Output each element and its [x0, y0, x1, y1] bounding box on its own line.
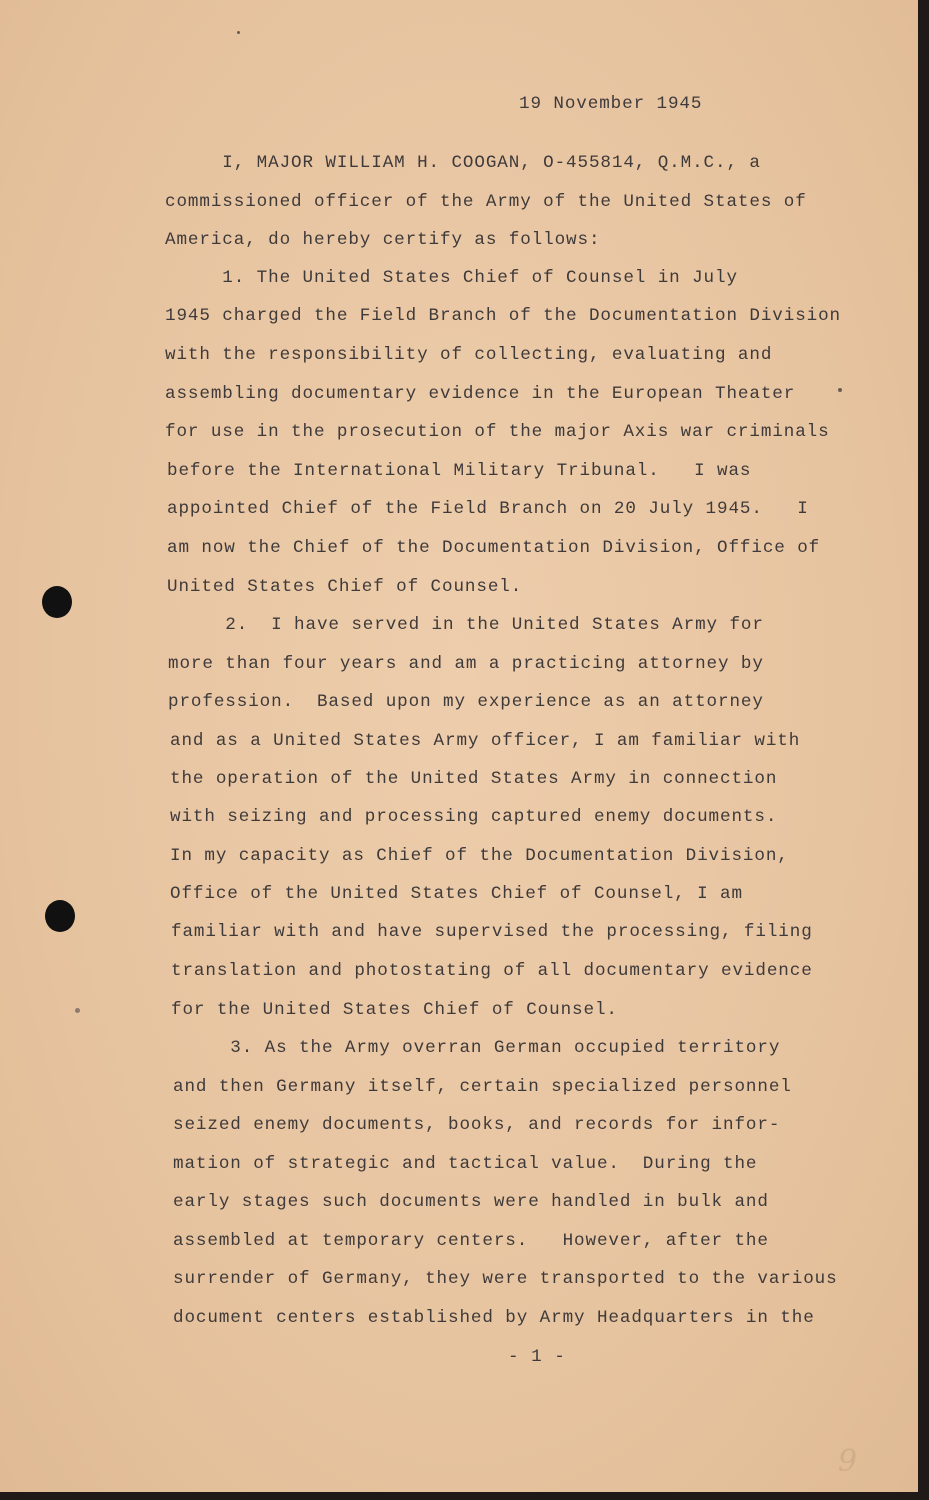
text-line: profession. Based upon my experience as an attorney: [168, 692, 764, 712]
text-line: and then Germany itself, certain specialized personnel: [173, 1077, 792, 1097]
text-line: I, MAJOR WILLIAM H. COOGAN, O-455814, Q.M.C., a: [165, 153, 761, 173]
text-line: am now the Chief of the Documentation Division, Office of: [167, 538, 821, 558]
scan-edge-shadow: [918, 0, 929, 1500]
text-line: familiar with and have supervised the processing, filing: [171, 922, 813, 942]
paper-speck: [75, 1008, 80, 1013]
text-line: early stages such documents were handled in bulk and: [173, 1192, 769, 1212]
text-line: before the International Military Tribunal. I was: [167, 461, 752, 481]
text-line: for use in the prosecution of the major Axis war criminals: [165, 422, 830, 442]
page-number: - 1 -: [508, 1347, 566, 1367]
paper-speck: [237, 31, 240, 34]
text-line: with seizing and processing captured enemy documents.: [170, 807, 778, 827]
text-line: America, do hereby certify as follows:: [165, 230, 601, 250]
text-line: 2. I have served in the United States Army for: [168, 615, 764, 635]
text-line: 3. As the Army overran German occupied territory: [173, 1038, 781, 1058]
text-line: assembling documentary evidence in the European Theater: [165, 384, 796, 404]
text-line: 1945 charged the Field Branch of the Documentation Division: [165, 306, 842, 326]
text-line: for the United States Chief of Counsel.: [171, 1000, 618, 1020]
text-line: the operation of the United States Army in connection: [170, 769, 778, 789]
text-line: 1. The United States Chief of Counsel in July: [165, 268, 738, 288]
scan-bottom-shadow: [0, 1492, 929, 1500]
text-line: In my capacity as Chief of the Documentation Division,: [170, 846, 789, 866]
paper-speck: [838, 388, 842, 392]
text-line: and as a United States Army officer, I am familiar with: [170, 731, 801, 751]
text-line: mation of strategic and tactical value. During the: [173, 1154, 758, 1174]
text-line: appointed Chief of the Field Branch on 20 July 1945. I: [167, 499, 809, 519]
text-line: United States Chief of Counsel.: [167, 577, 523, 597]
text-line: more than four years and am a practicing attorney by: [168, 654, 764, 674]
text-line: translation and photostating of all documentary evidence: [171, 961, 813, 981]
text-line: commissioned officer of the Army of the United States of: [165, 192, 807, 212]
punch-hole-bottom: [45, 900, 75, 932]
text-line: surrender of Germany, they were transported to the various: [173, 1269, 838, 1289]
corner-pencil-mark: 9: [838, 1444, 858, 1479]
text-line: Office of the United States Chief of Counsel, I am: [170, 884, 743, 904]
text-line: with the responsibility of collecting, evaluating and: [165, 345, 773, 365]
text-line: document centers established by Army Headquarters in the: [173, 1308, 815, 1328]
document-date: 19 November 1945: [519, 94, 703, 114]
punch-hole-top: [42, 586, 72, 618]
text-line: assembled at temporary centers. However, after the: [173, 1231, 769, 1251]
text-line: seized enemy documents, books, and records for infor-: [173, 1115, 781, 1135]
